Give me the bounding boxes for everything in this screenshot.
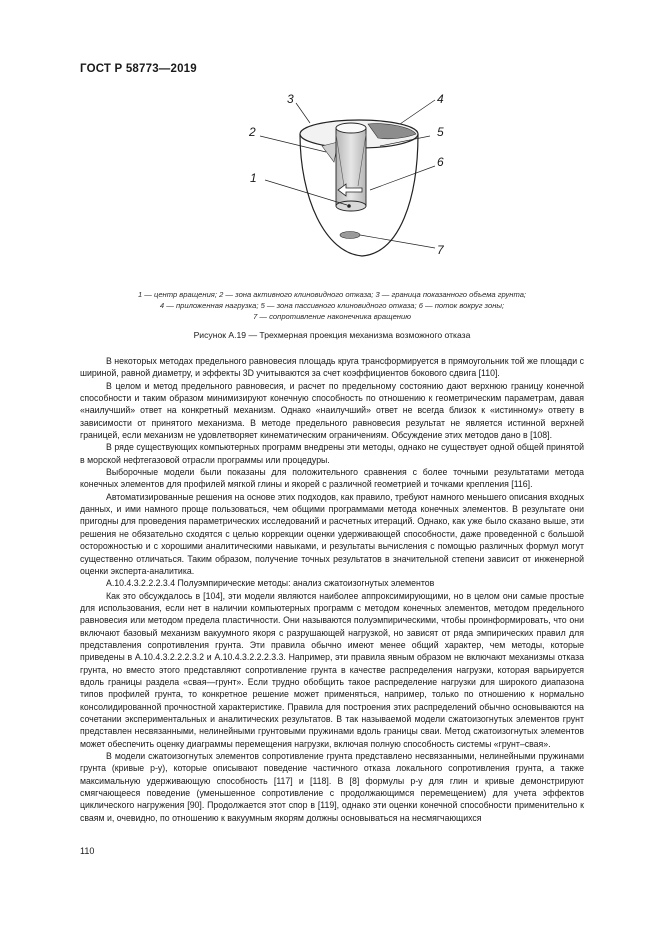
failure-mechanism-figure (230, 88, 460, 288)
paragraph: Автоматизированные решения на основе этих подходов, как правило, требуют намного меньшего описания входных данных, и ими намного проще пользоваться, чем общими программами метода конечных элементов. В результате они пригодны для проведения параметрических исследований и расчетных итераций. Однако, как уже было сказано выше, эти решения не обязательно сходятся с целью коррекции оценки удерживающей способности, даже проведенной с большой осторожностью и с хорошими аналитическими навыками, и результаты вычисления с помощью различных формул могут существенно отличаться. Таким образом, получение точных результатов в значительной степени зависит от инженерной оценки эксперта-аналитика. (80, 491, 584, 576)
anchor-body (336, 128, 366, 206)
document-header: ГОСТ Р 58773—2019 (80, 63, 197, 75)
figure-label-5: 5 (437, 125, 444, 139)
figure-legend (80, 289, 584, 322)
tip-resistance (340, 232, 360, 239)
paragraph: В некоторых методах предельного равновесия площадь круга трансформируется в прямоугольник той же площади с шириной, равной диаметру, и эффекты 3D учитываются за счет коэффициентов бокового сдвига [110]. (80, 356, 584, 379)
anchor-top (336, 123, 366, 133)
legend-line: 1 — центр вращения; 2 — зона активного клиновидного отказа; 3 — граница показанного объема грунта; (137, 290, 527, 299)
figure-label-4: 4 (437, 92, 444, 106)
rotation-centre (347, 204, 351, 208)
figure-label-3: 3 (287, 92, 294, 106)
paragraph: Как это обсуждалось в [104], эти модели являются наиболее аппроксимирующими, но в целом они самые простые для использования, если нет в наличии компьютерных программ с методом конечных элементов, методом предельного равновесия или методом предела пластичности. Они называются полуэмпирическими, чтобы проинформировать, что они включают базовый механизм вакуумного якоря с разрушающей нагрузкой, но зависят от ряда эмпирических правил для представления сопротивления грунта. Эти правила обычно имеют менее общий характер, чем методы, которые приведены в А.10.4.3.2.2.2.3.2 и А.10.4.3.2.2.2.3.3. Например, эти правила явным образом не включают механизмы отказа грунта, но вместо этого представляют сопротивление грунта в качестве распределения нагрузки, которая варьируется вдоль границы раздела «свая—грунт». Если трудно обобщить такое распределение нагрузки для широкого диапазона типов профилей грунта, то конкретное решение может применяться, например, только по отношению к нормально консолидированной прочностной характеристике. Правила для построения этих распределений обычно основываются на сочетании экспериментальных и аналитических результатов. В так называемой модели сжатоизогнутых элементов грунт представлен несвязанными, нелинейными грунтовыми пружинами вдоль границы сваи. Метод сжатоизогнутых элементов может обеспечить оценку диаграммы перемещения нагрузки, включая полную способность системы «грунт–свая». (80, 590, 584, 749)
legend-line: 4 — приложенная нагрузка; 5 — зона пассивного клиновидного отказа; 6 — поток вокруг зоны; (159, 301, 505, 310)
figure-caption: Рисунок А.19 — Трехмерная проекция механизма возможного отказа (193, 330, 471, 340)
body-text (80, 355, 584, 824)
figure-label-2: 2 (249, 125, 256, 139)
figure-label-6: 6 (437, 155, 444, 169)
legend-line: 7 — сопротивление наконечника вращению (253, 312, 411, 321)
paragraph: Выборочные модели были показаны для положительного сравнения с более точными результатами метода конечных элементов для профилей мягкой глины и якорей с различной геометрией и точками крепления [116]. (80, 467, 584, 490)
page-number: 110 (80, 846, 95, 856)
paragraph: В ряде существующих компьютерных программ внедрены эти методы, однако не существует одной общей принятой в морской нефтегазовой отрасли программы или процедуры. (80, 442, 584, 465)
figure-label-7: 7 (437, 243, 444, 257)
paragraph: В целом и метод предельного равновесия, и расчет по предельному состоянию дают верхнюю границу конечной способности и таким образом минимизируют конечную способность по отношению к геометрическим параметрам, давая «наилучший» ответ на конкретный механизм. Однако «наилучший» ответ не всегда близок к «истинному» ответу в зависимости от принятого механизма. В методе предельного равновесия результат не является истинной верхней границей, если механизм не удовлетворяет кинематическим ограничениям. Обсуждение этих методов дано в [108]. (80, 380, 584, 441)
figure-label-1: 1 (250, 171, 257, 185)
anchor-bottom (336, 201, 366, 211)
section-heading: А.10.4.3.2.2.2.3.4 Полуэмпирические методы: анализ сжатоизогнутых элементов (106, 578, 435, 589)
paragraph: В модели сжатоизогнутых элементов сопротивление грунта представлено несвязанными, нелинейными пружинами грунта (кривые p-y), которые описывают поведение частичного отказа локального сопротивления грунта, а также максимальную удерживающую способность [117] и [118]. В [8] формулы p-y для глин и кривые демонстрируют смягчающееся поведение (уменьшенное сопротивление с продолжающимся перемещением) для учета эффектов циклического нагружения [90]. Продолжается этот спор в [119], однако эти оценки конечной способности применительно к сваям и, очевидно, по отношению к вакуумным якорям должны основываться на несмягчающихся (80, 751, 584, 823)
